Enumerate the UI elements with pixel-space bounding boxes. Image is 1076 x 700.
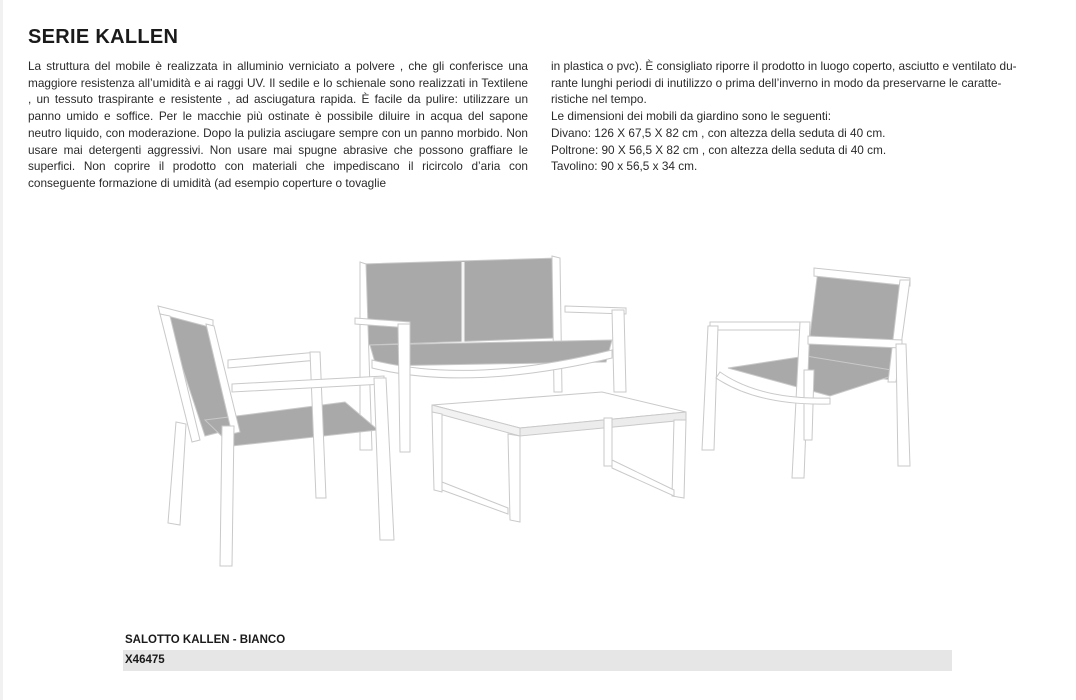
armchair-right: [702, 268, 910, 478]
description-line: ristiche nel tempo.: [551, 92, 647, 107]
description-line: in plastica o pvc). È consigliato riporre il prodotto in luogo coperto, asciutto e ventilato du-: [551, 59, 1017, 73]
product-caption: SALOTTO KALLEN - BIANCO: [125, 634, 286, 646]
dimension-armchairs: Poltrone: 90 X 56,5 X 82 cm , con altezza della seduta di 40 cm.: [551, 142, 887, 157]
coffee-table: [432, 392, 686, 522]
furniture-set-illustration: [130, 240, 960, 580]
dimension-sofa: Divano: 126 X 67,5 X 82 cm , con altezza della seduta di 40 cm.: [551, 125, 886, 140]
description-left-column: [28, 58, 528, 192]
description-line: rante lunghi periodi di inutilizzo o prima dell’inverno in modo da preservarne le caratte-: [551, 75, 1002, 90]
dimension-table: Tavolino: 90 x 56,5 x 34 cm.: [551, 159, 698, 174]
product-code: X46475: [125, 654, 165, 666]
armchair-left: [158, 306, 394, 566]
description-right-column: [551, 58, 1051, 175]
product-code-bar: [123, 650, 952, 671]
description-paragraph: La struttura del mobile è realizzata in alluminio verniciato a polvere , che gli conferisce una maggiore resistenza all’umidità e ai raggi UV. Il sedile e lo schienale sono realizzati in Textilene , un tessuto traspirante e resistente , ad asciugatura rapida. È facile da pulire: utilizzare un panno umido e soffice. Per le macchie più ostinate è possibile diluire in acqua del sapone neutro liquido, con moderazione. Dopo la pulizia asciugare sempre con un panno morbido. Non usare mai detergenti aggressivi. Non usare mai spugne abrasive che possono graffiare le superfici. Non coprire il prodotto con materiali che impediscano il ricircolo d’aria con conseguente formazione di umidità (ad esempio coperture o tovaglie: [28, 59, 528, 190]
page-edge: [0, 0, 3, 700]
page-title: SERIE KALLEN: [28, 26, 179, 48]
description-line: Le dimensioni dei mobili da giardino sono le seguenti:: [551, 109, 832, 124]
